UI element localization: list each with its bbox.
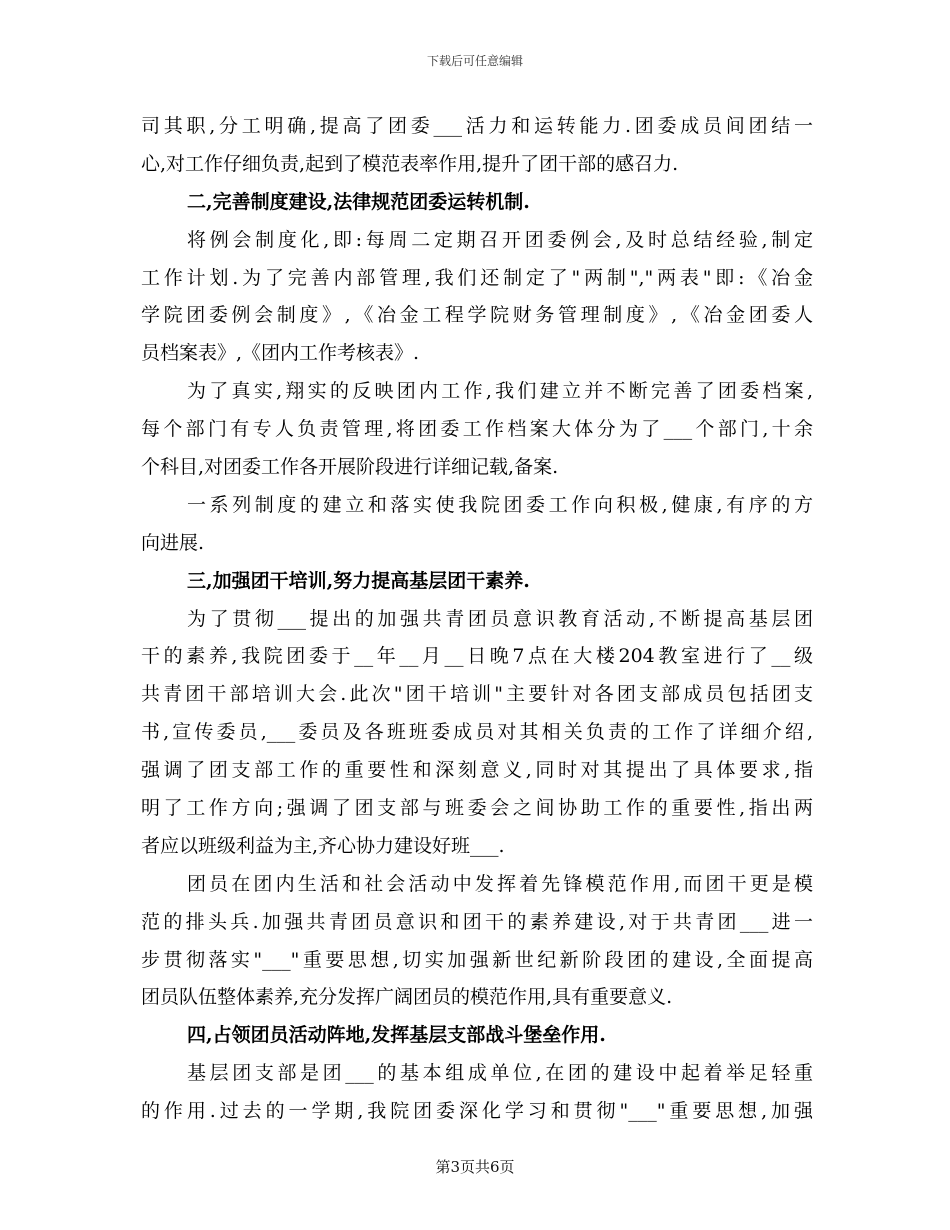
text-line: 范的排头兵.加强共青团员意识和团干的素养建设,对于共青团___进一 xyxy=(141,910,813,933)
text-line: 强调了团支部工作的重要性和深刻意义,同时对其提出了具体要求,指 xyxy=(141,759,813,782)
text-line: 工作计划.为了完善内部管理,我们还制定了"两制","两表"即:《冶金 xyxy=(141,266,813,289)
paragraph-first-line: 基层团支部是团___的基本组成单位,在团的建设中起着举足轻重 xyxy=(187,1062,813,1085)
text-line: 者应以班级利益为主,齐心协力建设好班___. xyxy=(141,834,505,857)
section-heading: 三,加强团干培训,努力提高基层团干素养. xyxy=(187,569,530,592)
section-heading: 二,完善制度建设,法律规范团委运转机制. xyxy=(187,190,530,213)
paragraph-first-line: 团员在团内生活和社会活动中发挥着先锋模范作用,而团干更是模 xyxy=(187,872,813,895)
text-line: 员档案表》,《团内工作考核表》. xyxy=(141,342,420,365)
text-line: 明了工作方向;强调了团支部与班委会之间协助工作的重要性,指出两 xyxy=(141,797,813,820)
text-line: 书,宣传委员,___委员及各班班委成员对其相关负责的工作了详细介绍, xyxy=(141,721,813,744)
text-line: 步贯彻落实"___"重要思想,切实加强新世纪新阶段团的建设,全面提高 xyxy=(141,948,813,971)
text-line: 向进展. xyxy=(141,531,205,554)
text-line: 的作用.过去的一学期,我院团委深化学习和贯彻"___"重要思想,加强 xyxy=(141,1100,813,1123)
text-line: 共青团干部培训大会.此次"团干培训"主要针对各团支部成员包括团支 xyxy=(141,683,813,706)
text-line: 团员队伍整体素养,充分发挥广阔团员的模范作用,具有重要意义. xyxy=(141,986,673,1009)
text-line: 干的素养,我院团委于__年__月__日晚7点在大楼204教室进行了__级 xyxy=(141,645,813,668)
paragraph-first-line: 为了贯彻___提出的加强共青团员意识教育活动,不断提高基层团 xyxy=(187,607,813,630)
text-line: 学院团委例会制度》,《冶金工程学院财务管理制度》,《冶金团委人 xyxy=(141,304,813,327)
paragraph-first-line: 将例会制度化,即:每周二定期召开团委例会,及时总结经验,制定 xyxy=(187,228,813,251)
paragraph-first-line: 为了真实,翔实的反映团内工作,我们建立并不断完善了团委档案, xyxy=(187,380,813,403)
text-line: 个科目,对团委工作各开展阶段进行详细记载,备案. xyxy=(141,456,559,479)
text-line: 司其职,分工明确,提高了团委___活力和运转能力.团委成员间团结一 xyxy=(141,115,813,137)
paragraph-first-line: 一系列制度的建立和落实使我院团委工作向积极,健康,有序的方 xyxy=(187,493,813,516)
page-header: 下载后可任意编辑 xyxy=(426,54,523,68)
section-heading: 四,占领团员活动阵地,发挥基层支部战斗堡垒作用. xyxy=(187,1024,606,1047)
document-body xyxy=(141,108,813,1131)
page-number: 第3页共6页 xyxy=(435,1158,515,1176)
text-line: 每个部门有专人负责管理,将团委工作档案大体分为了___个部门,十余 xyxy=(141,418,813,441)
text-line: 心,对工作仔细负责,起到了模范表率作用,提升了团干部的感召力. xyxy=(141,152,679,175)
